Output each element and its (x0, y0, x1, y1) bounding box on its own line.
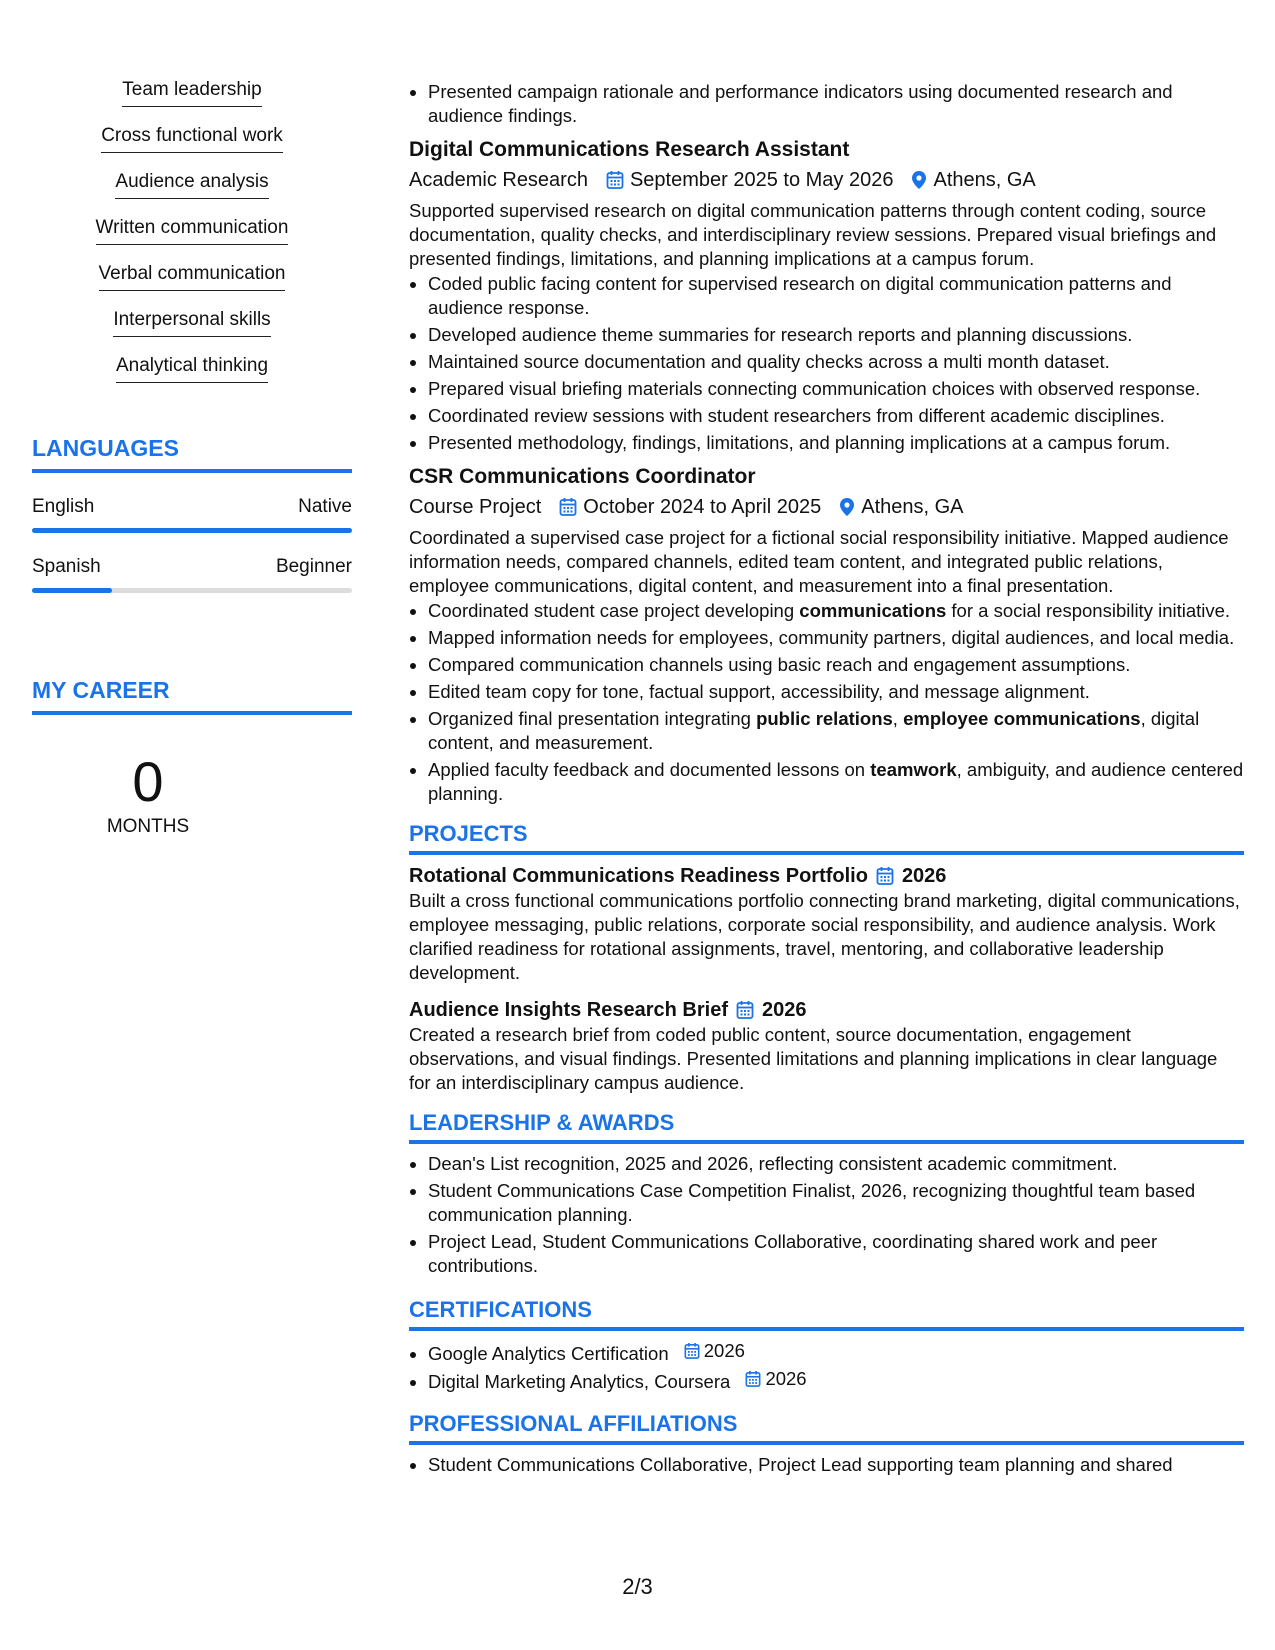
list-item: • Mapped information needs for employees, community partners, digital audiences, and local media. (428, 626, 1244, 650)
list-item: • Presented campaign rationale and performance indicators using documented research and audience findings. (428, 80, 1244, 128)
career-duration-unit: MONTHS (106, 816, 190, 837)
job-organization: Academic Research (409, 169, 588, 191)
list-item: • Presented methodology, findings, limitations, and planning implications at a campus forum. (428, 431, 1244, 455)
certifications-heading: CERTIFICATIONS (409, 1296, 1244, 1331)
list-item (428, 1339, 1244, 1366)
projects-heading: PROJECTS (409, 820, 1244, 855)
list-item: • Coordinated student case project developing communications for a social responsibility initiative. (428, 599, 1244, 623)
languages-section (32, 434, 352, 593)
job-title: Digital Communications Research Assistant (409, 138, 850, 161)
language-level: Beginner (275, 556, 352, 577)
job-title: CSR Communications Coordinator (409, 465, 756, 488)
skill-item: Cross functional work (101, 124, 283, 153)
project-date: 2026 (761, 999, 807, 1021)
leadership-heading: LEADERSHIP & AWARDS (409, 1109, 1244, 1144)
skill-item: Analytical thinking (116, 354, 268, 383)
list-item: • Coded public facing content for supervised research on digital communication patterns and audience response. (428, 272, 1244, 320)
certification-date: 2026 (703, 1340, 745, 1361)
skills-list (32, 78, 352, 400)
skill-item: Written communication (96, 216, 289, 245)
calendar-icon (606, 170, 624, 190)
list-item: • Student Communications Case Competition Finalist, 2026, recognizing thoughtful team based communication planning. (428, 1179, 1244, 1227)
job-meta (409, 167, 1244, 193)
keyword: public relations (756, 708, 893, 729)
language-item (32, 495, 352, 533)
list-item: • Project Lead, Student Communications Collaborative, coordinating shared work and peer contributions. (428, 1230, 1244, 1278)
job-summary: Supported supervised research on digital communication patterns through content coding, source documentation, quality checks, and interdisciplinary review sessions. Prepared visual briefings and presented findings, limitations, and planning implications at a campus forum. (409, 200, 1217, 269)
certification-name: Digital Marketing Analytics, Coursera (428, 1371, 731, 1392)
list-item: • Prepared visual briefing materials connecting communication choices with observed response. (428, 377, 1244, 401)
certification-name: Google Analytics Certification (428, 1343, 669, 1364)
project-title: Audience Insights Research Brief (409, 999, 728, 1021)
language-name: Spanish (32, 556, 101, 577)
list-item: • Applied faculty feedback and documented lessons on teamwork, ambiguity, and audience centered planning. (428, 758, 1244, 806)
leadership-list (409, 1152, 1244, 1278)
job-summary: Coordinated a supervised case project for a fictional social responsibility initiative. Mapped audience information needs, compared channels, edited team content, and integrated public relations, employee communications, digital content, and measurement into a final presentation. (409, 527, 1229, 596)
skill-item: Verbal communication (99, 262, 286, 291)
language-proficiency-bar (32, 528, 352, 533)
certification-date: 2026 (765, 1368, 807, 1389)
job-entry (409, 464, 1244, 806)
job-meta (409, 494, 1244, 520)
language-proficiency-fill (32, 528, 352, 533)
affiliations-heading: PROFESSIONAL AFFILIATIONS (409, 1410, 1244, 1445)
location-pin-icon (839, 497, 855, 517)
job-location: Athens, GA (933, 169, 1036, 191)
skill-item: Team leadership (122, 78, 261, 107)
project-description: Created a research brief from coded public content, source documentation, engagement observations, and visual findings. Presented limitations and planning implications in clear language for an interdisciplinary campus audience. (409, 1024, 1218, 1093)
list-item: • Developed audience theme summaries for research reports and planning discussions. (428, 323, 1244, 347)
project-description: Built a cross functional communications portfolio connecting brand marketing, digital communications, employee messaging, public relations, corporate social responsibility, and audience analysis. Work clarified readiness for rotational assignments, travel, mentoring, and collaborative leadership development. (409, 890, 1240, 983)
job-entry (409, 137, 1244, 455)
list-item: • Maintained source documentation and quality checks across a multi month dataset. (428, 350, 1244, 374)
job-location: Athens, GA (861, 496, 964, 518)
list-item: • Compared communication channels using basic reach and engagement assumptions. (428, 653, 1244, 677)
career-duration-value: 0 (132, 750, 164, 813)
skill-item: Audience analysis (115, 170, 268, 199)
skill-item: Interpersonal skills (113, 308, 270, 337)
language-name: English (32, 496, 95, 517)
calendar-icon (876, 866, 894, 886)
language-level: Native (298, 496, 352, 517)
project-entry (409, 863, 1244, 985)
calendar-icon (745, 1370, 761, 1388)
list-item: • Student Communications Collaborative, Project Lead supporting team planning and shared (428, 1453, 1244, 1477)
sidebar (32, 78, 352, 703)
languages-heading: LANGUAGES (32, 434, 352, 473)
language-item (32, 555, 352, 593)
calendar-icon (559, 497, 577, 517)
keyword: communications (799, 600, 947, 621)
project-entry (409, 997, 1244, 1095)
experience-intro-list (409, 80, 1244, 128)
project-title-row (409, 863, 1244, 889)
list-item: • Organized final presentation integrating public relations, employee communications, digital content, and measurement. (428, 707, 1244, 755)
language-proficiency-fill (32, 588, 112, 593)
list-item (428, 1367, 1244, 1394)
keyword: employee communications (903, 708, 1141, 729)
job-dates: September 2025 to May 2026 (629, 169, 894, 191)
job-dates: October 2024 to April 2025 (583, 496, 822, 518)
page-number: 2/3 (622, 1574, 653, 1599)
career-heading: MY CAREER (32, 676, 352, 715)
project-title-row (409, 997, 1244, 1023)
list-item: • Coordinated review sessions with student researchers from different academic disciplines. (428, 404, 1244, 428)
job-bullets (409, 272, 1244, 455)
calendar-icon (736, 1000, 754, 1020)
location-pin-icon (911, 170, 927, 190)
list-item: • Edited team copy for tone, factual support, accessibility, and message alignment. (428, 680, 1244, 704)
job-organization: Course Project (409, 496, 542, 518)
job-bullets (409, 599, 1244, 806)
project-title: Rotational Communications Readiness Portfolio (409, 865, 868, 887)
list-item: • Dean's List recognition, 2025 and 2026, reflecting consistent academic commitment. (428, 1152, 1244, 1176)
keyword: teamwork (870, 759, 957, 780)
career-section (32, 676, 352, 715)
affiliations-list (409, 1453, 1244, 1477)
language-proficiency-bar (32, 588, 352, 593)
project-date: 2026 (901, 865, 947, 887)
main-content (409, 80, 1244, 1480)
calendar-icon (684, 1342, 700, 1360)
certifications-list (409, 1339, 1244, 1394)
